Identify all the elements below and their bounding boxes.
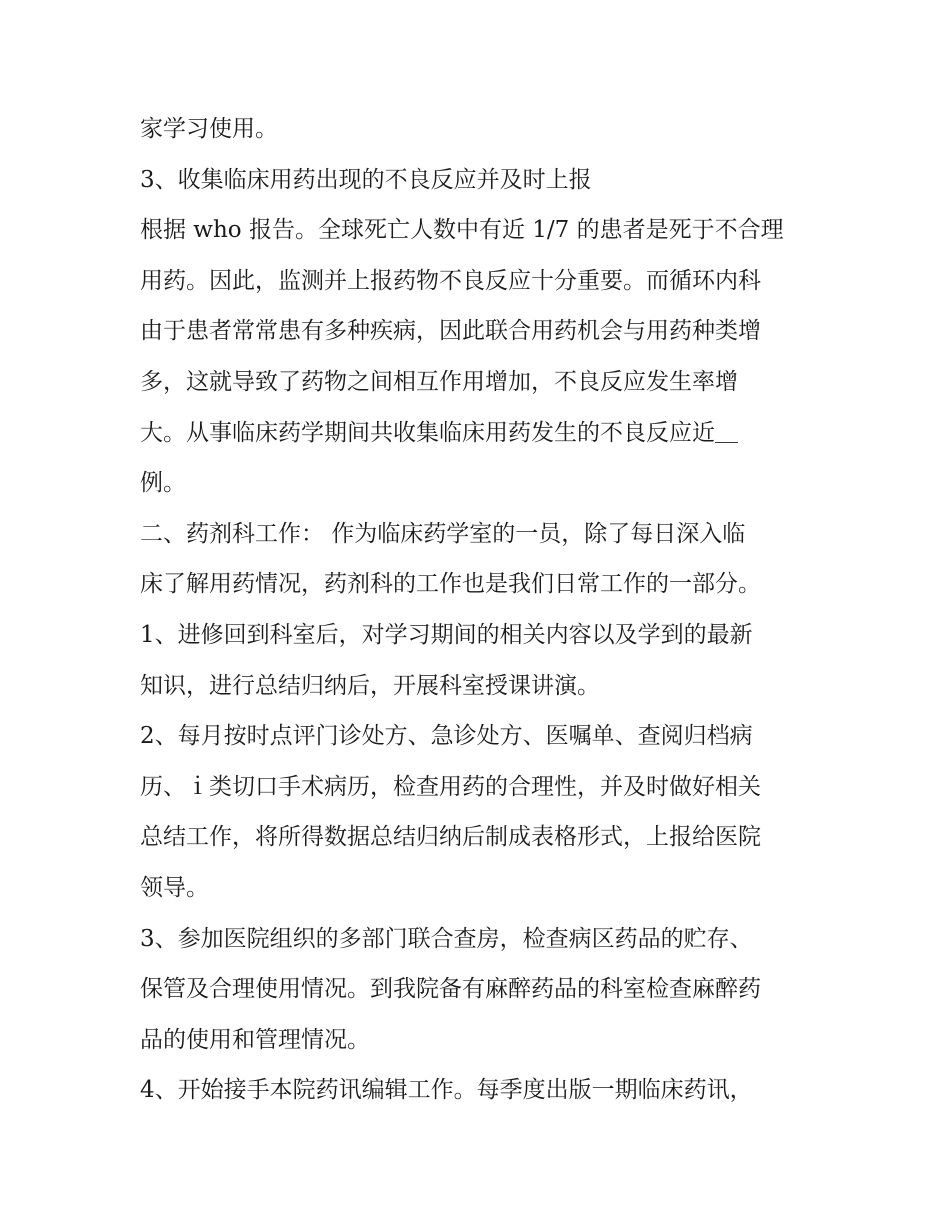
list-item: 4、开始接手本院药讯编辑工作。每季度出版一期临床药讯，: [140, 1077, 753, 1104]
text-line: 根据 who 报告。全球死亡人数中有近 1/7 的患者是死于不合理: [140, 217, 784, 244]
text-line: 保管及合理使用情况。到我院备有麻醉药品的科室检查麻醉药: [140, 976, 761, 1003]
section-heading: 3、收集临床用药出现的不良反应并及时上报: [140, 166, 592, 193]
section-heading: 二、药剂科工作： 作为临床药学室的一员，除了每日深入临: [140, 520, 746, 547]
text-line: 品的使用和管理情况。: [140, 1026, 370, 1053]
text-line: 由于患者常常患有多种疾病，因此联合用药机会与用药种类增: [140, 318, 761, 345]
text-line: 床了解用药情况，药剂科的工作也是我们日常工作的一部分。: [140, 571, 761, 598]
text-line: 大。从事临床药学期间共收集临床用药发生的不良反应近＿: [140, 419, 738, 446]
text-line: 家学习使用。: [140, 116, 278, 142]
text-line: 领导。: [140, 874, 209, 901]
body-text: [140, 104, 820, 1116]
list-item: 2、每月按时点评门诊处方、急诊处方、医嘱单、查阅归档病: [140, 723, 753, 750]
text-line: 用药。因此，监测并上报药物不良反应十分重要。而循环内科: [140, 267, 761, 294]
text-line: 总结工作，将所得数据总结归纳后制成表格形式，上报给医院: [140, 824, 761, 851]
list-item: 1、进修回到科室后，对学习期间的相关内容以及学到的最新: [140, 621, 753, 648]
list-item: 3、参加医院组织的多部门联合查房，检查病区药品的贮存、: [140, 925, 753, 952]
text-line: 例。: [140, 470, 186, 497]
text-line: 历、ｉ类切口手术病历，检查用药的合理性，并及时做好相关: [140, 773, 761, 800]
text-line: 多，这就导致了药物之间相互作用增加，不良反应发生率增: [140, 368, 738, 395]
text-line: 知识，进行总结归纳后，开展科室授课讲演。: [140, 672, 600, 699]
